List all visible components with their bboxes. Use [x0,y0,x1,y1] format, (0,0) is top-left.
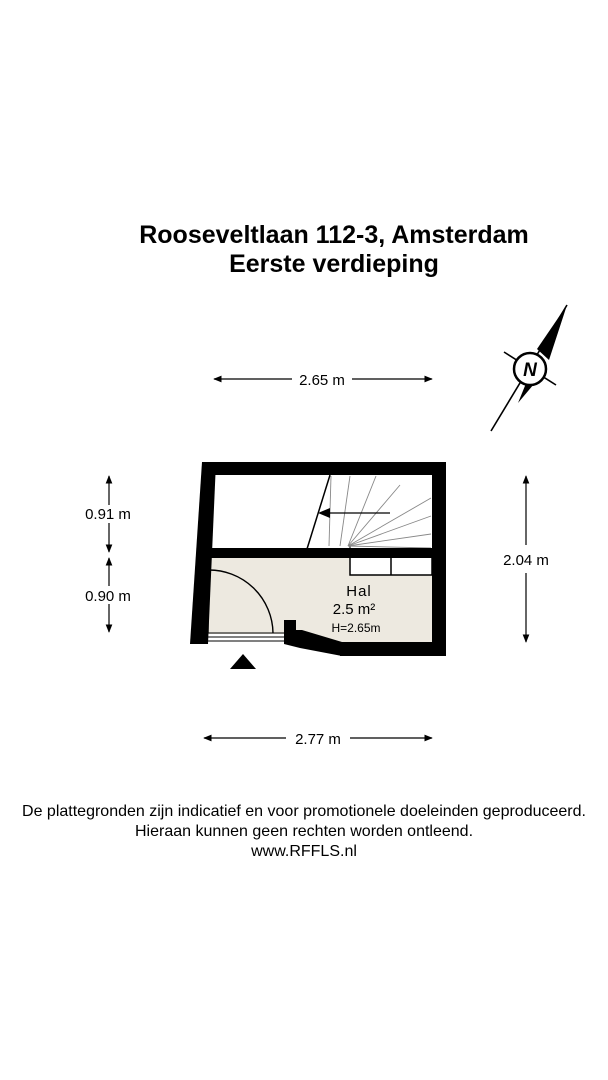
dimension-right-label: 2.04 m [503,552,549,569]
disclaimer-line-1: De plattegronden zijn indicatief en voor promotionele doeleinden geproduceerd. [22,803,586,820]
dimension-top-label: 2.65 m [299,372,345,389]
dimension-left-lower-label: 0.90 m [85,588,131,605]
disclaimer-line-2: Hieraan kunnen geen rechten worden ontleend. [134,823,474,840]
room-name: Hal [346,583,372,600]
dimension-bottom [204,731,432,748]
dimension-left-upper [85,476,131,552]
room-height: H=2.65m [331,621,381,635]
dimension-right [503,476,549,642]
compass-label: N [523,360,537,381]
entrance-triangle-icon [230,654,256,669]
dimension-left-upper-label: 0.91 m [85,506,131,523]
dimension-bottom-label: 2.77 m [295,731,341,748]
website-link[interactable]: www.RFFLS.nl [251,843,357,860]
dimension-left-lower [85,558,131,632]
page-title: Rooseveltlaan 112-3, Amsterdam [139,221,529,249]
dimension-top [214,372,432,389]
north-arrow-icon [491,305,567,431]
room-area: 2.5 m² [332,601,376,618]
floor-subtitle: Eerste verdieping [229,250,439,278]
